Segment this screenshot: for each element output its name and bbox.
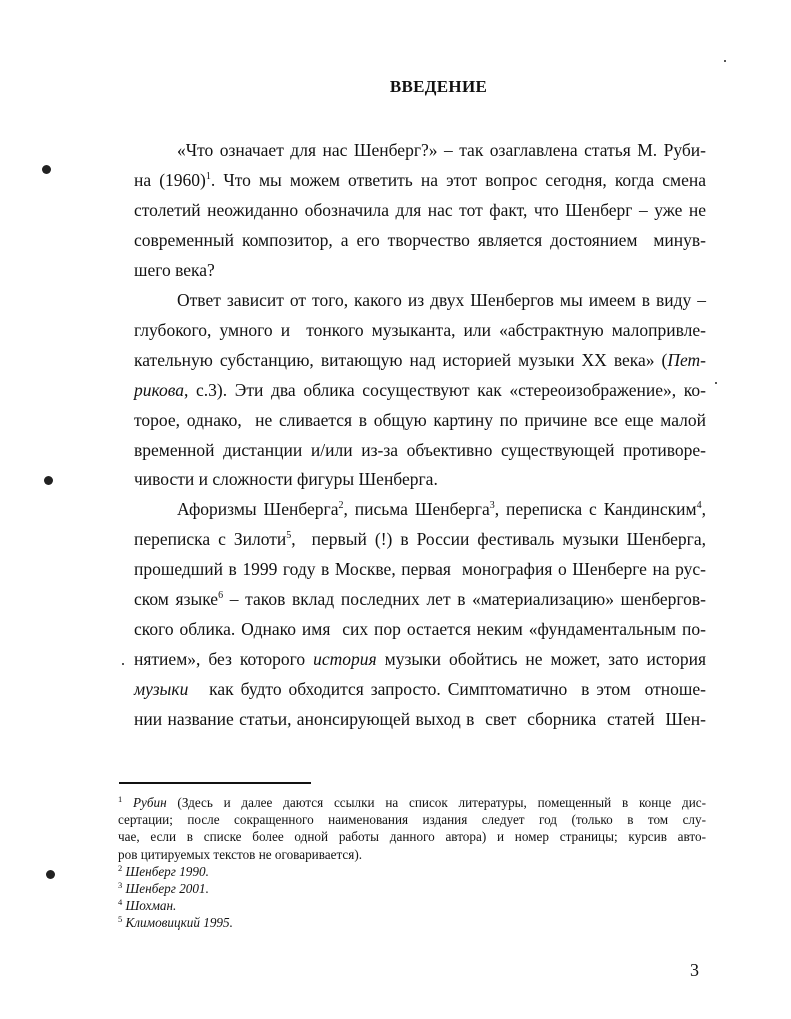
footnote-reference: 3 — [489, 500, 495, 512]
scan-speck — [44, 476, 53, 485]
text-segment: , с.3). Эти два облика сосуществуют как «стереоизображение», ко- — [184, 379, 706, 400]
text-segment: , первый (!) в России фестиваль музыки Шенберга, — [291, 529, 706, 550]
body-line — [134, 409, 706, 431]
text-segment — [122, 795, 133, 810]
text-segment: . Что мы можем ответить на этот вопрос сегодня, когда смена — [210, 169, 706, 190]
body-line — [134, 648, 706, 670]
body-line — [134, 229, 706, 251]
scan-dot — [122, 663, 124, 665]
footnote-line — [118, 812, 706, 828]
text-segment: , — [701, 499, 706, 520]
text-segment: чивости и сложности фигуры Шенберга. — [134, 469, 438, 490]
body-line — [177, 139, 706, 161]
text-segment: переписка с Зилоти — [134, 529, 287, 550]
footnote-line — [118, 898, 706, 914]
footnote-separator — [119, 782, 311, 784]
footnote-line — [118, 829, 706, 845]
text-segment: ров цитируемых текстов не оговаривается). — [118, 846, 363, 862]
footnote-line — [118, 864, 706, 880]
text-segment: ского облика. Однако имя сих пор остается неким «фундаментальным по- — [134, 619, 706, 640]
text-segment: Шенберг 1990. — [125, 863, 209, 879]
text-segment: Климовицкий 1995. — [125, 915, 233, 931]
scan-speck — [46, 870, 55, 879]
body-line — [134, 528, 706, 550]
body-line — [134, 439, 706, 461]
body-line — [134, 199, 706, 221]
text-segment: на (1960) — [134, 169, 206, 190]
scan-dot — [724, 60, 726, 62]
text-segment: Шенберг 2001. — [125, 881, 209, 896]
page-title: ВВЕДЕНИЕ — [389, 77, 488, 96]
footnote-reference: 5 — [118, 914, 123, 925]
footnote-reference: 5 — [286, 530, 292, 542]
text-segment: современный композитор, а его творчество является достоянием минув- — [134, 229, 706, 250]
page-number: 3 — [690, 960, 699, 980]
text-segment: Шохман. — [125, 898, 177, 914]
body-line — [134, 319, 706, 341]
text-segment: столетий неожиданно обозначила для нас тот факт, что Шенберг – уже не — [134, 199, 706, 220]
text-segment: чае, если в списке более одной работы данного автора) и номер страницы; курсив авто- — [118, 829, 706, 845]
text-segment: нятием», без которого — [134, 649, 314, 670]
text-segment: «Что означает для нас Шенберг?» – так озаглавлена статья М. Руби- — [177, 140, 706, 160]
text-segment: рикова — [134, 379, 184, 400]
footnote-reference: 1 — [118, 794, 123, 804]
body-line — [134, 708, 706, 730]
footnote-reference: 6 — [218, 590, 224, 602]
scan-speck — [42, 165, 51, 174]
footnote-reference: 2 — [338, 500, 344, 512]
body-line — [134, 618, 706, 640]
text-segment: кательную субстанцию, витающую над историей музыки XX века» ( — [134, 349, 668, 370]
text-segment: Рубин — [133, 795, 167, 810]
text-segment: музыки — [134, 679, 189, 700]
text-segment: ском языке — [134, 589, 219, 610]
body-line — [177, 498, 706, 520]
body-line — [134, 558, 706, 580]
scan-dot — [715, 382, 717, 384]
footnote-reference: 1 — [205, 170, 211, 182]
text-segment: как будто обходится запросто. Симптоматично в этом отноше- — [188, 679, 706, 700]
text-segment: прошедший в 1999 году в Москве, первая монография о Шенберге на рус- — [134, 559, 706, 580]
text-segment: Афоризмы Шенберга — [177, 499, 339, 520]
body-line — [134, 468, 706, 490]
text-segment: глубокого, умного и тонкого музыканта, или «абстрактную малопривле- — [134, 319, 706, 340]
footnote-reference: 4 — [696, 500, 702, 512]
text-segment: Ответ зависит от того, какого из двух Шенбергов мы имеем в виду – — [177, 289, 706, 310]
text-segment: (Здесь и далее даются ссылки на список литературы, помещенный в конце дис- — [166, 795, 706, 810]
text-segment: , переписка с Кандинским — [494, 499, 697, 520]
body-line — [134, 169, 706, 191]
body-line — [177, 289, 706, 311]
text-segment: история — [313, 649, 377, 670]
body-line — [134, 678, 706, 700]
text-segment: музыки обойтись не может, зато история — [376, 649, 706, 670]
footnote-reference: 4 — [118, 897, 123, 908]
body-line — [134, 349, 706, 371]
text-segment: – таков вклад последних лет в «материализацию» шенбергов- — [223, 589, 706, 610]
text-segment: временной дистанции и/или из-за объективно существующей противоре- — [134, 439, 706, 460]
body-line — [134, 588, 706, 610]
footnote-line — [118, 915, 706, 931]
body-line — [134, 259, 706, 281]
footnote-line — [118, 847, 706, 863]
body-line — [134, 379, 706, 401]
text-segment: шего века? — [134, 259, 215, 280]
footnote-reference: 2 — [118, 862, 123, 873]
text-segment: нии название статьи, анонсирующей выход в свет сборника статей Шен- — [134, 709, 706, 730]
text-segment: сертации; после сокращенного наименования издания следует год (только в том слу- — [118, 812, 706, 828]
footnote-reference: 3 — [118, 880, 123, 890]
text-segment: , письма Шенберга — [343, 499, 490, 520]
text-segment: Пет- — [667, 349, 706, 370]
text-segment: торое, однако, не сливается в общую картину по причине все еще малой — [134, 409, 706, 430]
footnote-line — [118, 795, 706, 811]
footnote-line — [118, 881, 706, 897]
